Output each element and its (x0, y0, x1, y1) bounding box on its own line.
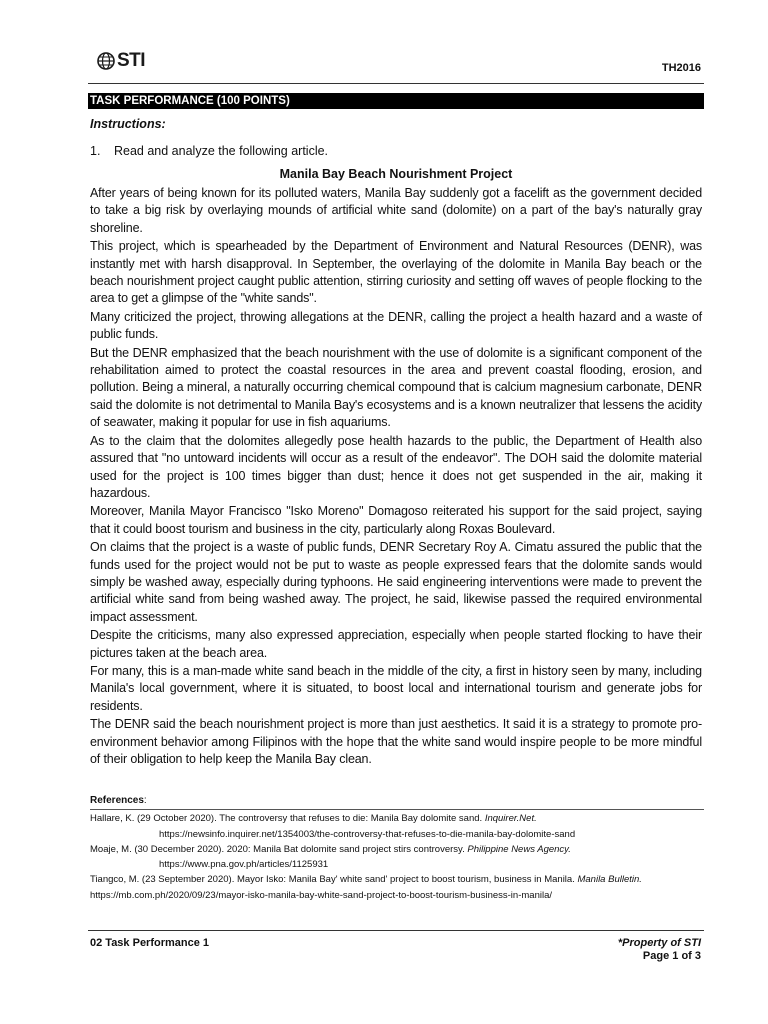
article-paragraph: But the DENR emphasized that the beach nourishment with the use of dolomite is a significant component of the rehabilitation aimed to protect the coastal resources in the area and prevent coastal flooding, erosion, and pollution. Being a mineral, a naturally occurring chemical compound that is calcium magnesium carbonate, DENR said the dolomite is not detrimental to Manila Bay's ecosystems and is a known neutralizer that lessens the acidity of seawater, making it popular for use in fish aquariums. (90, 345, 702, 430)
article-paragraph: On claims that the project is a waste of public funds, DENR Secretary Roy A. Cimatu assured the public that the funds used for the project would not be put to waste as people expressed fears that the dolomite sands would simply be washed away, especially during typhoons. He said engineering interventions were made to prevent the artificial white sand from being washed away. The project, he said, likewise passed the required environmental impact assessment. (90, 540, 702, 624)
step-number: 1. (90, 144, 101, 158)
article-paragraph: Despite the criticisms, many also expressed appreciation, especially when people started flocking to have their pictures taken at the beach area. (90, 628, 702, 660)
references-section (90, 793, 704, 903)
article-paragraph: For many, this is a man-made white sand beach in the middle of the city, a first in history seen by many, including Manila's local government, where it is situated, to boost local and international tourism and generate jobs for residents. (90, 663, 702, 713)
logo-text: STI (117, 50, 146, 71)
reference-url[interactable]: https://mb.com.ph/2020/09/23/mayor-isko-manila-bay-white-sand-project-to-boost-tourism-business-in-manila/ (90, 889, 552, 901)
references-heading: References: (90, 793, 704, 810)
step-text: Read and analyze the following article. (114, 144, 329, 158)
document-code: TH2016 (661, 62, 701, 74)
task-performance-banner: TASK PERFORMANCE (100 POINTS) (88, 93, 704, 109)
reference-entry: Hallare, K. (29 October 2020). The controversy that refuses to die: Manila Bay dolomite sand. Inquirer.Net. (90, 813, 537, 825)
page-number: Page 1 of 3 (642, 950, 701, 962)
reference-source: Inquirer.Net. (484, 813, 537, 825)
article-paragraph: The DENR said the beach nourishment project is more than just aesthetics. It said it is a strategy to promote pro-environment behavior among Filipinos with the hope that the white sand would inspire people to be more mindful of their obligation to help keep the Manila Bay clean. (90, 717, 702, 766)
article-paragraph: As to the claim that the dolomites allegedly pose health hazards to the public, the Department of Health also assured that "no untoward incidents will occur as a result of the endeavor". The DOH said the dolomite material used for the project is 100 times bigger than dust; hence it does not get suspended in the air, making it hazardous. (90, 433, 702, 500)
reference-source: Philippine News Agency. (467, 843, 571, 855)
article-title: Manila Bay Beach Nourishment Project (279, 167, 513, 181)
header-divider (88, 83, 704, 84)
reference-entry: Moaje, M. (30 December 2020). 2020: Manila Bat dolomite sand project stirs controversy. Philippine News Agency. (90, 843, 571, 855)
article-paragraph: This project, which is spearheaded by the Department of Environment and Natural Resources (DENR), was instantly met with harsh disapproval. In September, the overlaying of the dolomite in Manila Bay beach or the beach nourishment project caught public attention, stirring curiosity and setting off waves of people flocking to the area to get a glimpse of the "white sands". (90, 239, 702, 306)
reference-url[interactable]: https://www.pna.gov.ph/articles/1125931 (159, 859, 329, 871)
sti-globe-icon (97, 52, 115, 70)
property-notice: *Property of STI (617, 937, 701, 949)
footer-divider (88, 930, 704, 931)
article-paragraph: Many criticized the project, throwing allegations at the DENR, calling the project a health hazard and a waste of public funds. (90, 309, 702, 342)
footer-page-info (618, 937, 701, 963)
reference-source: Manila Bulletin. (577, 874, 642, 886)
instruction-step (90, 144, 328, 158)
reference-url[interactable]: https://newsinfo.inquirer.net/1354003/the-controversy-that-refuses-to-die-manila-bay-dolomite-sand (159, 828, 576, 840)
footer-title: 02 Task Performance 1 (90, 937, 210, 949)
article-paragraph: After years of being known for its polluted waters, Manila Bay suddenly got a facelift as the government decided to take a big risk by overlaying mounds of artificial white sand (dolomite) on a part of the bay's naturally gray shoreline. (90, 186, 702, 235)
article-paragraph: Moreover, Manila Mayor Francisco "Isko Moreno" Domagoso reiterated his support for the said project, saying that it could boost tourism and business in the city, particularly along Roxas Boulevard. (90, 504, 702, 536)
sti-logo (97, 50, 145, 72)
reference-entry: Tiangco, M. (23 September 2020). Mayor Isko: Manila Bay' white sand' project to boost tourism, business in Manila. Manila Bulletin. (90, 874, 642, 886)
instructions-label: Instructions: (90, 117, 166, 131)
article-body (90, 185, 702, 769)
